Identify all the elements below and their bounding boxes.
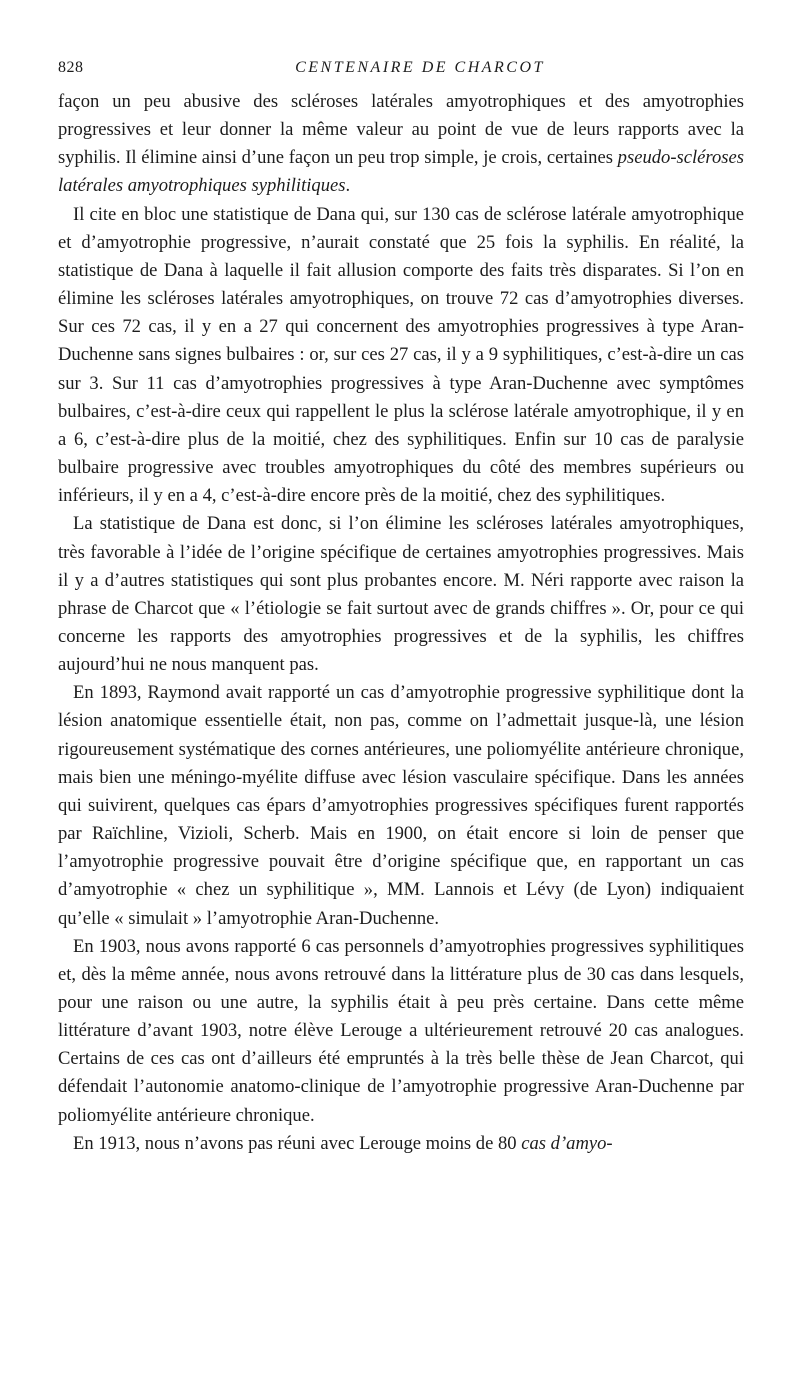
text-run: façon un peu abusive des scléroses latérales amyotrophiques et des amyotrophies progressives et leur donner la même valeur au point de vue de leurs rapports avec la syphilis. Il élimine ainsi d’une façon un peu trop simple, je crois, certaines (58, 91, 744, 169)
running-title: CENTENAIRE DE CHARCOT (295, 59, 545, 76)
page-number: 828 (58, 59, 84, 76)
paragraph (58, 88, 744, 201)
paragraph (58, 679, 744, 932)
text-run: En 1903, nous avons rapporté 6 cas personnels d’amyotrophies progressives syphilitiques et, dès la même année, nous avons retrouvé dans la littérature plus de 30 cas dans lesquels, pour une raison ou une autre, la syphilis était à peu près certaine. Dans cette même littérature d’avant 1903, notre élève Lerouge a ultérieurement retrouvé 20 cas analogues. Certains de ces cas ont d’ailleurs été empruntés à la très belle thèse de Jean Charcot, qui défendait l’autonomie anatomo-clinique de l’amyotrophie progressive Aran-Duchenne par poliomyélite antérieure chronique. (58, 935, 744, 1126)
paragraph (58, 933, 744, 1130)
paragraph (58, 201, 744, 511)
body-text (58, 88, 744, 1158)
paragraph (58, 1130, 744, 1158)
italic-text: pseudo-scléroses latérales amyotrophiques syphilitiques (58, 147, 744, 197)
text-run: Il cite en bloc une statistique de Dana qui, sur 130 cas de sclérose latérale amyotrophique et d’amyotrophie progressive, n’aurait constaté que 25 fois la syphilis. En réalité, la statistique de Dana à laquelle il fait allusion comporte des faits très disparates. Si l’on en élimine les scléroses latérales amyotrophiques, on trouve 72 cas d’amyotrophies diverses. Sur ces 72 cas, il y en a 27 qui concernent des amyotrophies progressives à type Aran-Duchenne sans signes bulbaires : or, sur ces 27 cas, il y a 9 syphilitiques, c’est-à-dire un cas sur 3. Sur 11 cas d’amyotrophies progressives à type Aran-Duchenne avec symptômes bulbaires, c’est-à-dire ceux qui rappellent le plus la sclérose latérale amyotrophique, il y en a 6, c’est-à-dire plus de la moitié, chez des syphilitiques. Enfin sur 10 cas de paralysie bulbaire progressive avec troubles amyotrophiques du côté des membres supérieurs ou inférieurs, il y en a 4, c’est-à-dire encore près de la moitié, chez des syphilitiques. (58, 203, 744, 507)
text-run: En 1913, nous n’avons pas réuni avec Lerouge moins de 80 (73, 1132, 522, 1154)
italic-text: cas d’amyo- (521, 1132, 613, 1154)
text-run: . (345, 175, 351, 197)
text-run: En 1893, Raymond avait rapporté un cas d’amyotrophie progressive syphilitique dont la lésion anatomique essentielle était, non pas, comme on l’admettait jusque-là, une lésion rigoureusement systématique des cornes antérieures, une poliomyélite antérieure chronique, mais bien une méningo-myélite diffuse avec lésion vasculaire spécifique. Dans les années qui suivirent, quelques cas épars d’amyotrophies progressives spécifiques furent rapportés par Raïchline, Vizioli, Scherb. Mais en 1900, on était encore si loin de penser que l’amyotrophie progressive pouvait être d’origine spécifique que, en rapportant un cas d’amyotrophie « chez un syphilitique », MM. Lannois et Lévy (de Lyon) indiquaient qu’elle « simulait » l’amyotrophie Aran-Duchenne. (58, 682, 744, 929)
paragraph (58, 510, 744, 679)
page-header (58, 56, 742, 80)
text-run: La statistique de Dana est donc, si l’on élimine les scléroses latérales amyotrophiques, très favorable à l’idée de l’origine spécifique de certaines amyotrophies progressives. Mais il y a d’autres statistiques qui sont plus probantes encore. M. Néri rapporte avec raison la phrase de Charcot que « l’étiologie se fait surtout avec de grands chiffres ». Or, pour ce qui concerne les rapports des amyotrophies progressives et de la syphilis, les chiffres aujourd’hui ne nous manquent pas. (58, 513, 744, 676)
